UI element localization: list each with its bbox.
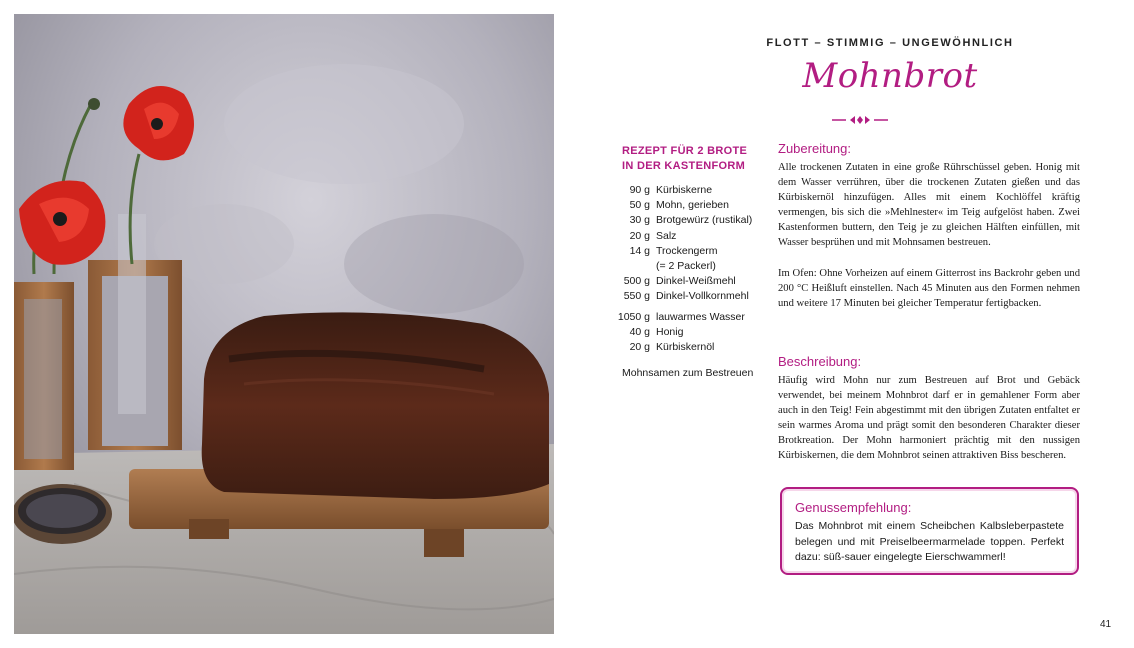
ingredient-row bbox=[600, 289, 780, 304]
ingredient-name: Dinkel-Vollkornmehl bbox=[656, 290, 749, 303]
ingredient-qty: 90 g bbox=[629, 184, 650, 196]
ingredient-qty: 1050 g bbox=[617, 310, 650, 323]
ingredient-qty: 50 g bbox=[629, 199, 650, 212]
ingredient-qty bbox=[600, 259, 656, 274]
ingredient-qty: 550 g bbox=[623, 290, 650, 303]
ingredient-qty: 30 g bbox=[629, 214, 650, 227]
ingredient-qty: 14 g bbox=[629, 244, 650, 257]
description-text: Häufig wird Mohn nur zum Bestreuen auf Brot und Gebäck verwendet, bei meinem Mohnbrot darf er in gemahlener Form aber auch in den Teig! Fein abgestimmt mit den übrigen Zutaten entfaltet er sein warmes Aroma und prägt somit den besonderen Charakter dieser Brotkreation. Der Mohn harmoniert prächtig mit den nussigen Kürbiskernen, die dem Mohnbrot seinen attraktiven Biss bescheren. bbox=[778, 375, 1080, 462]
tip-box bbox=[780, 487, 1079, 575]
ingredient-row bbox=[600, 274, 780, 289]
ingredient-name: Trockengerm bbox=[656, 244, 718, 257]
recipe-kicker: FLOTT – STIMMIG – UNGEWÖHNLICH bbox=[766, 37, 1014, 49]
ingredient-qty: 40 g bbox=[629, 325, 650, 338]
preparation-paragraph-2: Im Ofen: Ohne Vorheizen auf einem Gitterrost ins Backrohr geben und 200 °C Heißluft einstellen. Nach 45 Minuten aus den Formen nehmen und weitere 17 Minuten bei gleicher Temperatur fertigbacken. bbox=[778, 268, 1080, 310]
ingredient-row bbox=[600, 310, 780, 325]
ingredients-heading bbox=[622, 144, 747, 174]
ingredient-name: (= 2 Packerl) bbox=[656, 260, 716, 273]
ingredient-row bbox=[600, 340, 780, 355]
ornament-divider-icon bbox=[830, 113, 890, 127]
ingredient-name: Dinkel-Weißmehl bbox=[656, 275, 736, 288]
ingredients-footer: Mohnsamen zum Bestreuen bbox=[622, 367, 754, 379]
preparation-heading: Zubereitung: bbox=[778, 141, 851, 156]
ingredient-row bbox=[600, 183, 780, 198]
tip-heading: Genussempfehlung: bbox=[795, 500, 912, 515]
ingredients-heading-line2: IN DER KASTENFORM bbox=[622, 160, 746, 172]
ingredient-name: lauwarmes Wasser bbox=[656, 310, 745, 323]
ingredient-row bbox=[600, 229, 780, 244]
ingredient-row bbox=[600, 198, 780, 213]
ingredients-heading-line1: REZEPT FÜR 2 BROTE bbox=[622, 145, 748, 157]
ingredient-list bbox=[600, 183, 780, 355]
description-heading: Beschreibung: bbox=[778, 354, 862, 369]
ingredient-row bbox=[600, 213, 780, 228]
ingredient-name: Kürbiskerne bbox=[656, 184, 713, 196]
ingredient-name: Kürbiskernöl bbox=[656, 341, 715, 354]
ingredient-qty: 20 g bbox=[629, 341, 650, 354]
ingredient-name: Salz bbox=[656, 229, 677, 242]
recipe-photo bbox=[14, 14, 554, 634]
poppy-bread-photo-icon bbox=[14, 14, 554, 634]
page-number: 41 bbox=[1100, 619, 1112, 630]
ingredient-row bbox=[600, 244, 780, 259]
tip-text: Das Mohnbrot mit einem Scheibchen Kalbsleberpastete belegen und mit Preiselbeermarmelade toppen. Perfekt dazu: süß-sauer eingelegte Eierschwammerl! bbox=[795, 520, 1064, 563]
ingredient-qty: 20 g bbox=[629, 229, 650, 242]
ingredient-row bbox=[600, 259, 780, 274]
ingredient-qty: 500 g bbox=[623, 275, 650, 288]
ingredient-row bbox=[600, 325, 780, 340]
ingredient-name: Brotgewürz (rustikal) bbox=[656, 214, 753, 227]
ingredient-name: Honig bbox=[656, 325, 684, 338]
preparation-paragraph-1: Alle trockenen Zutaten in eine große Rührschüssel geben. Honig mit dem Wasser verrühren, über die trockenen Zutaten gießen und das Kürbiskernöl hinzufügen. Alles mit einem Kochlöffel kräftig vermengen, bis sich die »Mehlnester« im Teig aufgelöst haben. Zwei Kastenformen buttern, den Teig je zu gleichen Hälften einfüllen, mit Wasser besprühen und mit Mohnsamen bestreuen. bbox=[778, 162, 1080, 249]
ingredient-name: Mohn, gerieben bbox=[656, 199, 729, 212]
recipe-title: Mohnbrot bbox=[802, 56, 978, 96]
